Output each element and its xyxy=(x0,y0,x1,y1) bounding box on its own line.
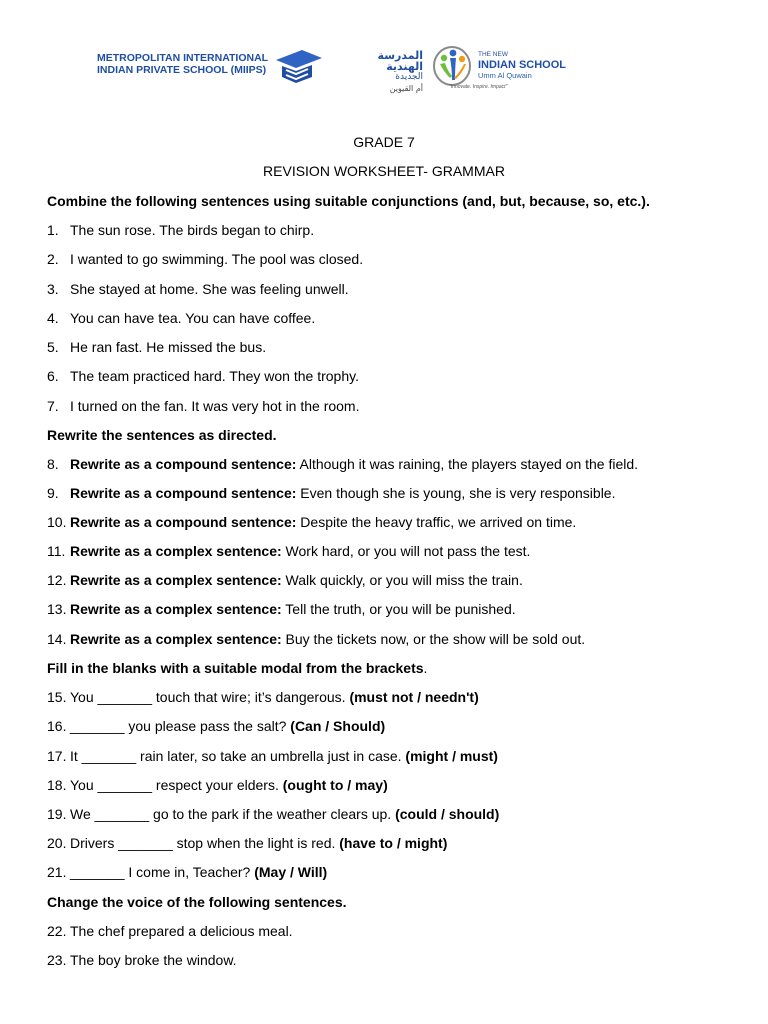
section-heading-voice: Change the voice of the following sentences. xyxy=(47,894,347,910)
school-logos xyxy=(93,42,567,92)
list-item xyxy=(47,485,615,501)
list-item xyxy=(47,543,530,559)
item-text: Walk quickly, or you will miss the train. xyxy=(281,572,523,588)
item-text: Buy the tickets now, or the show will be sold out. xyxy=(281,631,586,647)
item-number: 22. xyxy=(47,923,67,939)
item-number: 10. xyxy=(47,514,67,530)
list-item xyxy=(47,864,327,880)
item-text: She stayed at home. She was feeling unwell. xyxy=(70,281,349,297)
item-text: He ran fast. He missed the bus. xyxy=(70,339,267,355)
item-text: Despite the heavy traffic, we arrived on time. xyxy=(296,514,577,530)
list-item xyxy=(47,631,585,647)
arabic-line3: أم القيوين xyxy=(389,84,423,93)
item-number: 14. xyxy=(47,631,67,647)
section-heading-modals xyxy=(47,660,427,676)
item-text: _______ I come in, Teacher? xyxy=(70,864,255,880)
item-number: 12. xyxy=(47,572,67,588)
item-text: Drivers _______ stop when the light is red. xyxy=(70,835,340,851)
item-text: I turned on the fan. It was very hot in the room. xyxy=(70,398,360,414)
item-instruction: Rewrite as a complex sentence: xyxy=(70,631,282,647)
item-instruction: Rewrite as a complex sentence: xyxy=(70,572,282,588)
item-text: Although it was raining, the players stayed on the field. xyxy=(296,456,639,472)
nis-people-logo-icon xyxy=(430,42,476,88)
list-item xyxy=(47,806,499,822)
item-options: (have to / might) xyxy=(339,835,448,851)
item-options: (ought to / may) xyxy=(282,777,388,793)
item-text: The chef prepared a delicious meal. xyxy=(70,923,293,939)
list-item xyxy=(47,368,359,384)
item-text: The team practiced hard. They won the trophy. xyxy=(70,368,359,384)
list-item xyxy=(47,718,385,734)
item-number: 21. xyxy=(47,864,67,880)
item-options: (must not / needn't) xyxy=(349,689,479,705)
section-heading-period: . xyxy=(423,660,428,676)
item-number: 8. xyxy=(47,456,59,472)
graduation-cap-icon xyxy=(272,46,324,86)
item-instruction: Rewrite as a compound sentence: xyxy=(70,485,297,501)
nis-school-name: INDIAN SCHOOL xyxy=(478,59,566,71)
item-number: 11. xyxy=(47,543,66,559)
item-instruction: Rewrite as a complex sentence: xyxy=(70,543,282,559)
item-number: 7. xyxy=(47,398,59,414)
worksheet-title: REVISION WORKSHEET- GRAMMAR xyxy=(263,163,505,179)
list-item xyxy=(47,310,315,326)
item-text: You can have tea. You can have coffee. xyxy=(70,310,316,326)
item-number: 16. xyxy=(47,718,67,734)
item-number: 5. xyxy=(47,339,59,355)
item-number: 13. xyxy=(47,601,67,617)
item-options: (May / Will) xyxy=(254,864,328,880)
item-number: 19. xyxy=(47,806,67,822)
miips-name-line2: INDIAN PRIVATE SCHOOL (MIIPS) xyxy=(97,64,267,76)
list-item xyxy=(47,777,388,793)
section-heading-conjunctions: Combine the following sentences using suitable conjunctions (and, but, because, so, etc.). xyxy=(47,193,650,209)
list-item xyxy=(47,456,638,472)
grade-title: GRADE 7 xyxy=(353,134,415,150)
item-text: Work hard, or you will not pass the test. xyxy=(281,543,531,559)
item-number: 6. xyxy=(47,368,59,384)
arabic-line2: الجديدة xyxy=(395,72,423,82)
nis-logo-text xyxy=(478,51,566,80)
item-number: 17. xyxy=(47,748,67,764)
item-number: 18. xyxy=(47,777,67,793)
item-text: I wanted to go swimming. The pool was closed. xyxy=(70,251,364,267)
list-item xyxy=(47,514,576,530)
list-item xyxy=(47,689,479,705)
list-item xyxy=(47,251,363,267)
list-item xyxy=(47,281,349,297)
item-number: 9. xyxy=(47,485,59,501)
item-number: 15. xyxy=(47,689,67,705)
list-item xyxy=(47,923,293,939)
item-number: 1. xyxy=(47,222,59,238)
section-heading-text: Fill in the blanks with a suitable modal from the brackets xyxy=(47,660,424,676)
item-text: It _______ rain later, so take an umbrella just in case. xyxy=(70,748,406,764)
miips-name-line1: METROPOLITAN INTERNATIONAL xyxy=(97,52,269,64)
list-item xyxy=(47,339,266,355)
item-instruction: Rewrite as a compound sentence: xyxy=(70,514,297,530)
item-instruction: Rewrite as a complex sentence: xyxy=(70,601,282,617)
item-text: Even though she is young, she is very responsible. xyxy=(296,485,616,501)
item-number: 3. xyxy=(47,281,59,297)
item-options: (Can / Should) xyxy=(290,718,386,734)
list-item xyxy=(47,222,314,238)
item-text: The sun rose. The birds began to chirp. xyxy=(70,222,315,238)
list-item xyxy=(47,572,523,588)
item-number: 2. xyxy=(47,251,59,267)
tagline: "Innovate. Inspire. Impact" xyxy=(449,84,508,90)
list-item xyxy=(47,952,237,968)
miips-logo-text xyxy=(97,52,268,76)
list-item xyxy=(47,398,360,414)
item-text: The boy broke the window. xyxy=(70,952,237,968)
item-text: Tell the truth, or you will be punished. xyxy=(281,601,516,617)
nis-small-text: THE NEW xyxy=(478,51,508,58)
section-heading-rewrite: Rewrite the sentences as directed. xyxy=(47,427,277,443)
arabic-line1: المدرسة الهندية xyxy=(377,49,423,73)
list-item xyxy=(47,835,447,851)
nis-location: Umm Al Quwain xyxy=(478,71,532,80)
item-options: (might / must) xyxy=(405,748,498,764)
item-text: You _______ touch that wire; it’s dangerous. xyxy=(70,689,350,705)
item-text: _______ you please pass the salt? xyxy=(70,718,291,734)
item-number: 4. xyxy=(47,310,59,326)
item-number: 20. xyxy=(47,835,67,851)
item-instruction: Rewrite as a compound sentence: xyxy=(70,456,297,472)
item-text: We _______ go to the park if the weather clears up. xyxy=(70,806,396,822)
item-text: You _______ respect your elders. xyxy=(70,777,283,793)
item-number: 23. xyxy=(47,952,67,968)
list-item xyxy=(47,748,498,764)
arabic-school-name xyxy=(343,50,423,94)
item-options: (could / should) xyxy=(395,806,500,822)
list-item xyxy=(47,601,516,617)
